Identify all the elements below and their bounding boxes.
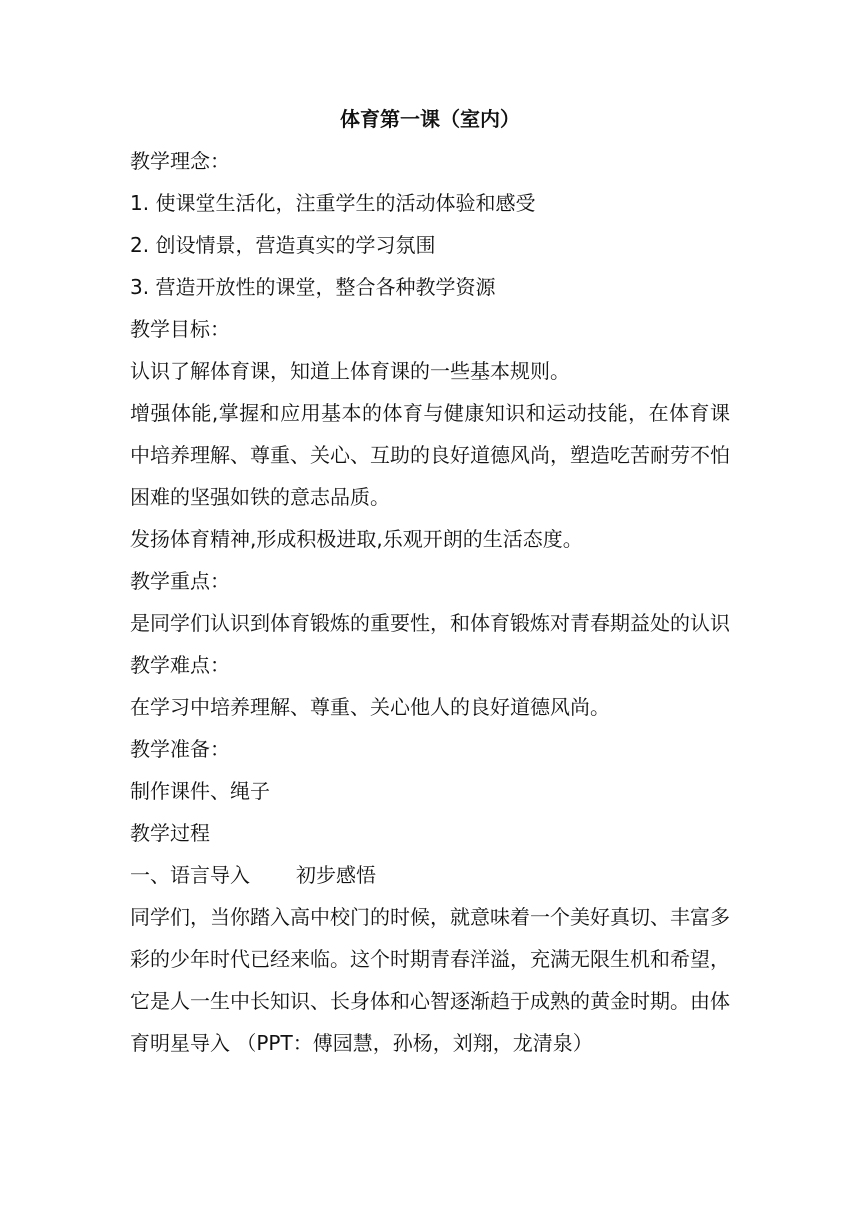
section-1-subtitle: 初步感悟 xyxy=(296,863,376,887)
objective-item-2: 增强体能,掌握和应用基本的体育与健康知识和运动技能，在体育课中培养理解、尊重、关心、互助的良好道德风尚，塑造吃苦耐劳不怕困难的坚强如铁的意志品质。 xyxy=(130,401,730,509)
preparation-text: 制作课件、绳子 xyxy=(130,779,270,803)
philosophy-item-3: 3. 营造开放性的课堂，整合各种教学资源 xyxy=(130,275,496,299)
section-1-heading xyxy=(130,854,730,896)
difficulties-text: 在学习中培养理解、尊重、关心他人的良好道德风尚。 xyxy=(130,695,610,719)
key-points-heading: 教学重点： xyxy=(130,569,230,593)
key-points-text: 是同学们认识到体育锻炼的重要性，和体育锻炼对青春期益处的认识 xyxy=(130,611,730,635)
document-page xyxy=(130,98,730,1064)
objectives-heading: 教学目标： xyxy=(130,317,230,341)
document-title: 体育第一课（室内） xyxy=(340,107,520,131)
preparation-heading: 教学准备： xyxy=(130,737,230,761)
difficulties-heading: 教学难点： xyxy=(130,653,230,677)
section-1-title: 一、语言导入 xyxy=(130,863,250,887)
objective-item-3: 发扬体育精神,形成积极进取,乐观开朗的生活态度。 xyxy=(130,527,583,551)
philosophy-heading: 教学理念： xyxy=(130,149,230,173)
philosophy-item-1: 1. 使课堂生活化，注重学生的活动体验和感受 xyxy=(130,191,536,215)
intro-paragraph: 同学们，当你踏入高中校门的时候，就意味着一个美好真切、丰富多彩的少年时代已经来临。这个时期青春洋溢，充满无限生机和希望，它是人一生中长知识、长身体和心智逐渐趋于成熟的黄金时期。由体育明星导入 （PPT：傅园慧，孙杨，刘翔，龙清泉） xyxy=(130,905,730,1055)
philosophy-item-2: 2. 创设情景，营造真实的学习氛围 xyxy=(130,233,436,257)
process-heading: 教学过程 xyxy=(130,821,210,845)
objective-item-1: 认识了解体育课，知道上体育课的一些基本规则。 xyxy=(130,359,570,383)
